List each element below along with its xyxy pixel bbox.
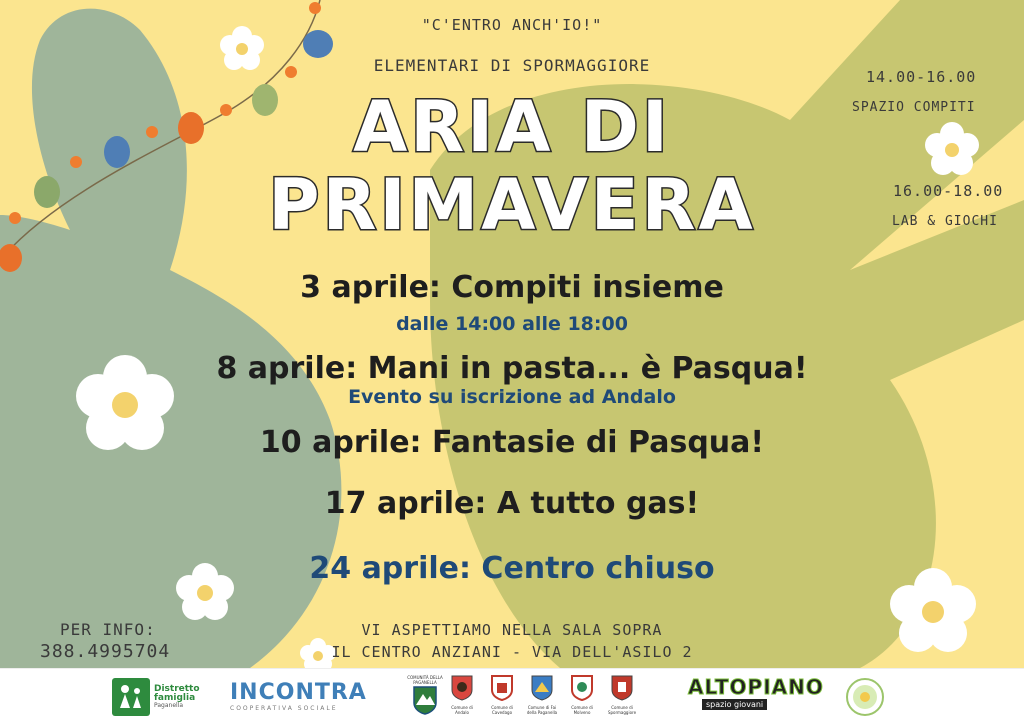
crest-fai-icon <box>531 675 553 701</box>
event-1-title: 3 aprile: Compiti insieme <box>300 270 724 305</box>
crest-andalo-icon <box>451 675 473 701</box>
incontra-sub: COOPERATIVA SOCIALE <box>230 705 338 712</box>
venue-line-1: VI ASPETTIAMO NELLA SALA SOPRA <box>361 621 663 639</box>
comune-1-label: Comune di Andalo <box>451 705 473 715</box>
altopiano-sub: spazio giovani <box>702 699 767 710</box>
info-label: PER INFO: <box>60 620 156 639</box>
title-line-1: ARIA DI <box>353 86 671 168</box>
comunita-label: COMUNITÀ DELLA PAGANELLA <box>407 675 443 685</box>
event-4-title: 17 aprile: A tutto gas! <box>324 486 700 521</box>
altopiano-text: ALTOPIANO <box>688 675 824 699</box>
header-school: ELEMENTARI DI SPORMAGGIORE <box>373 56 651 75</box>
crest-spormaggiore-icon <box>611 675 633 701</box>
logo-comunita <box>405 675 445 715</box>
event-2-title: 8 aprile: Mani in pasta... è Pasqua! <box>216 351 808 386</box>
event-1-note: dalle 14:00 alle 18:00 <box>396 313 628 335</box>
comune-5-label: Comune di Spormaggiore <box>607 705 637 715</box>
sponsor-footer <box>0 668 1024 726</box>
comune-3-label: Comune di Fai della Paganella <box>526 705 558 715</box>
schedule-slot2-label: LAB & GIOCHI <box>892 214 998 229</box>
schedule-slot1-label: SPAZIO COMPITI <box>852 100 976 115</box>
family-icon <box>112 678 150 716</box>
schedule-slot1-time: 14.00-16.00 <box>866 68 977 86</box>
schedule-slot2-time: 16.00-18.00 <box>893 182 1004 200</box>
logo-incontra <box>230 680 367 712</box>
crest-molveno-icon <box>571 675 593 701</box>
info-phone: 388.4995704 <box>40 641 171 662</box>
title-line-2: PRIMAVERA <box>268 164 756 246</box>
incontra-text: INCONTRA <box>230 680 367 705</box>
logo-altopiano <box>688 675 824 710</box>
logo-round-badge <box>846 678 884 716</box>
distretto-name: Distretto famiglia <box>154 684 200 703</box>
logo-distretto-famiglia <box>112 678 212 716</box>
round-badge-icon <box>846 678 884 716</box>
comune-crests <box>445 675 639 715</box>
comune-4-label: Comune di Molveno <box>571 705 593 715</box>
event-3-title: 10 aprile: Fantasie di Pasqua! <box>259 425 765 460</box>
mountain-emblem-icon <box>412 685 438 715</box>
distretto-sub: Paganella <box>154 702 184 709</box>
comune-2-label: Comune di Cavedago <box>491 705 513 715</box>
header-quote: "C'ENTRO ANCH'IO!" <box>421 16 603 34</box>
event-5-title: 24 aprile: Centro chiuso <box>309 551 715 586</box>
venue-line-2: IL CENTRO ANZIANI - VIA DELL'ASILO 2 <box>331 643 693 661</box>
crest-cavedago-icon <box>491 675 513 701</box>
event-2-note: Evento su iscrizione ad Andalo <box>348 386 676 408</box>
